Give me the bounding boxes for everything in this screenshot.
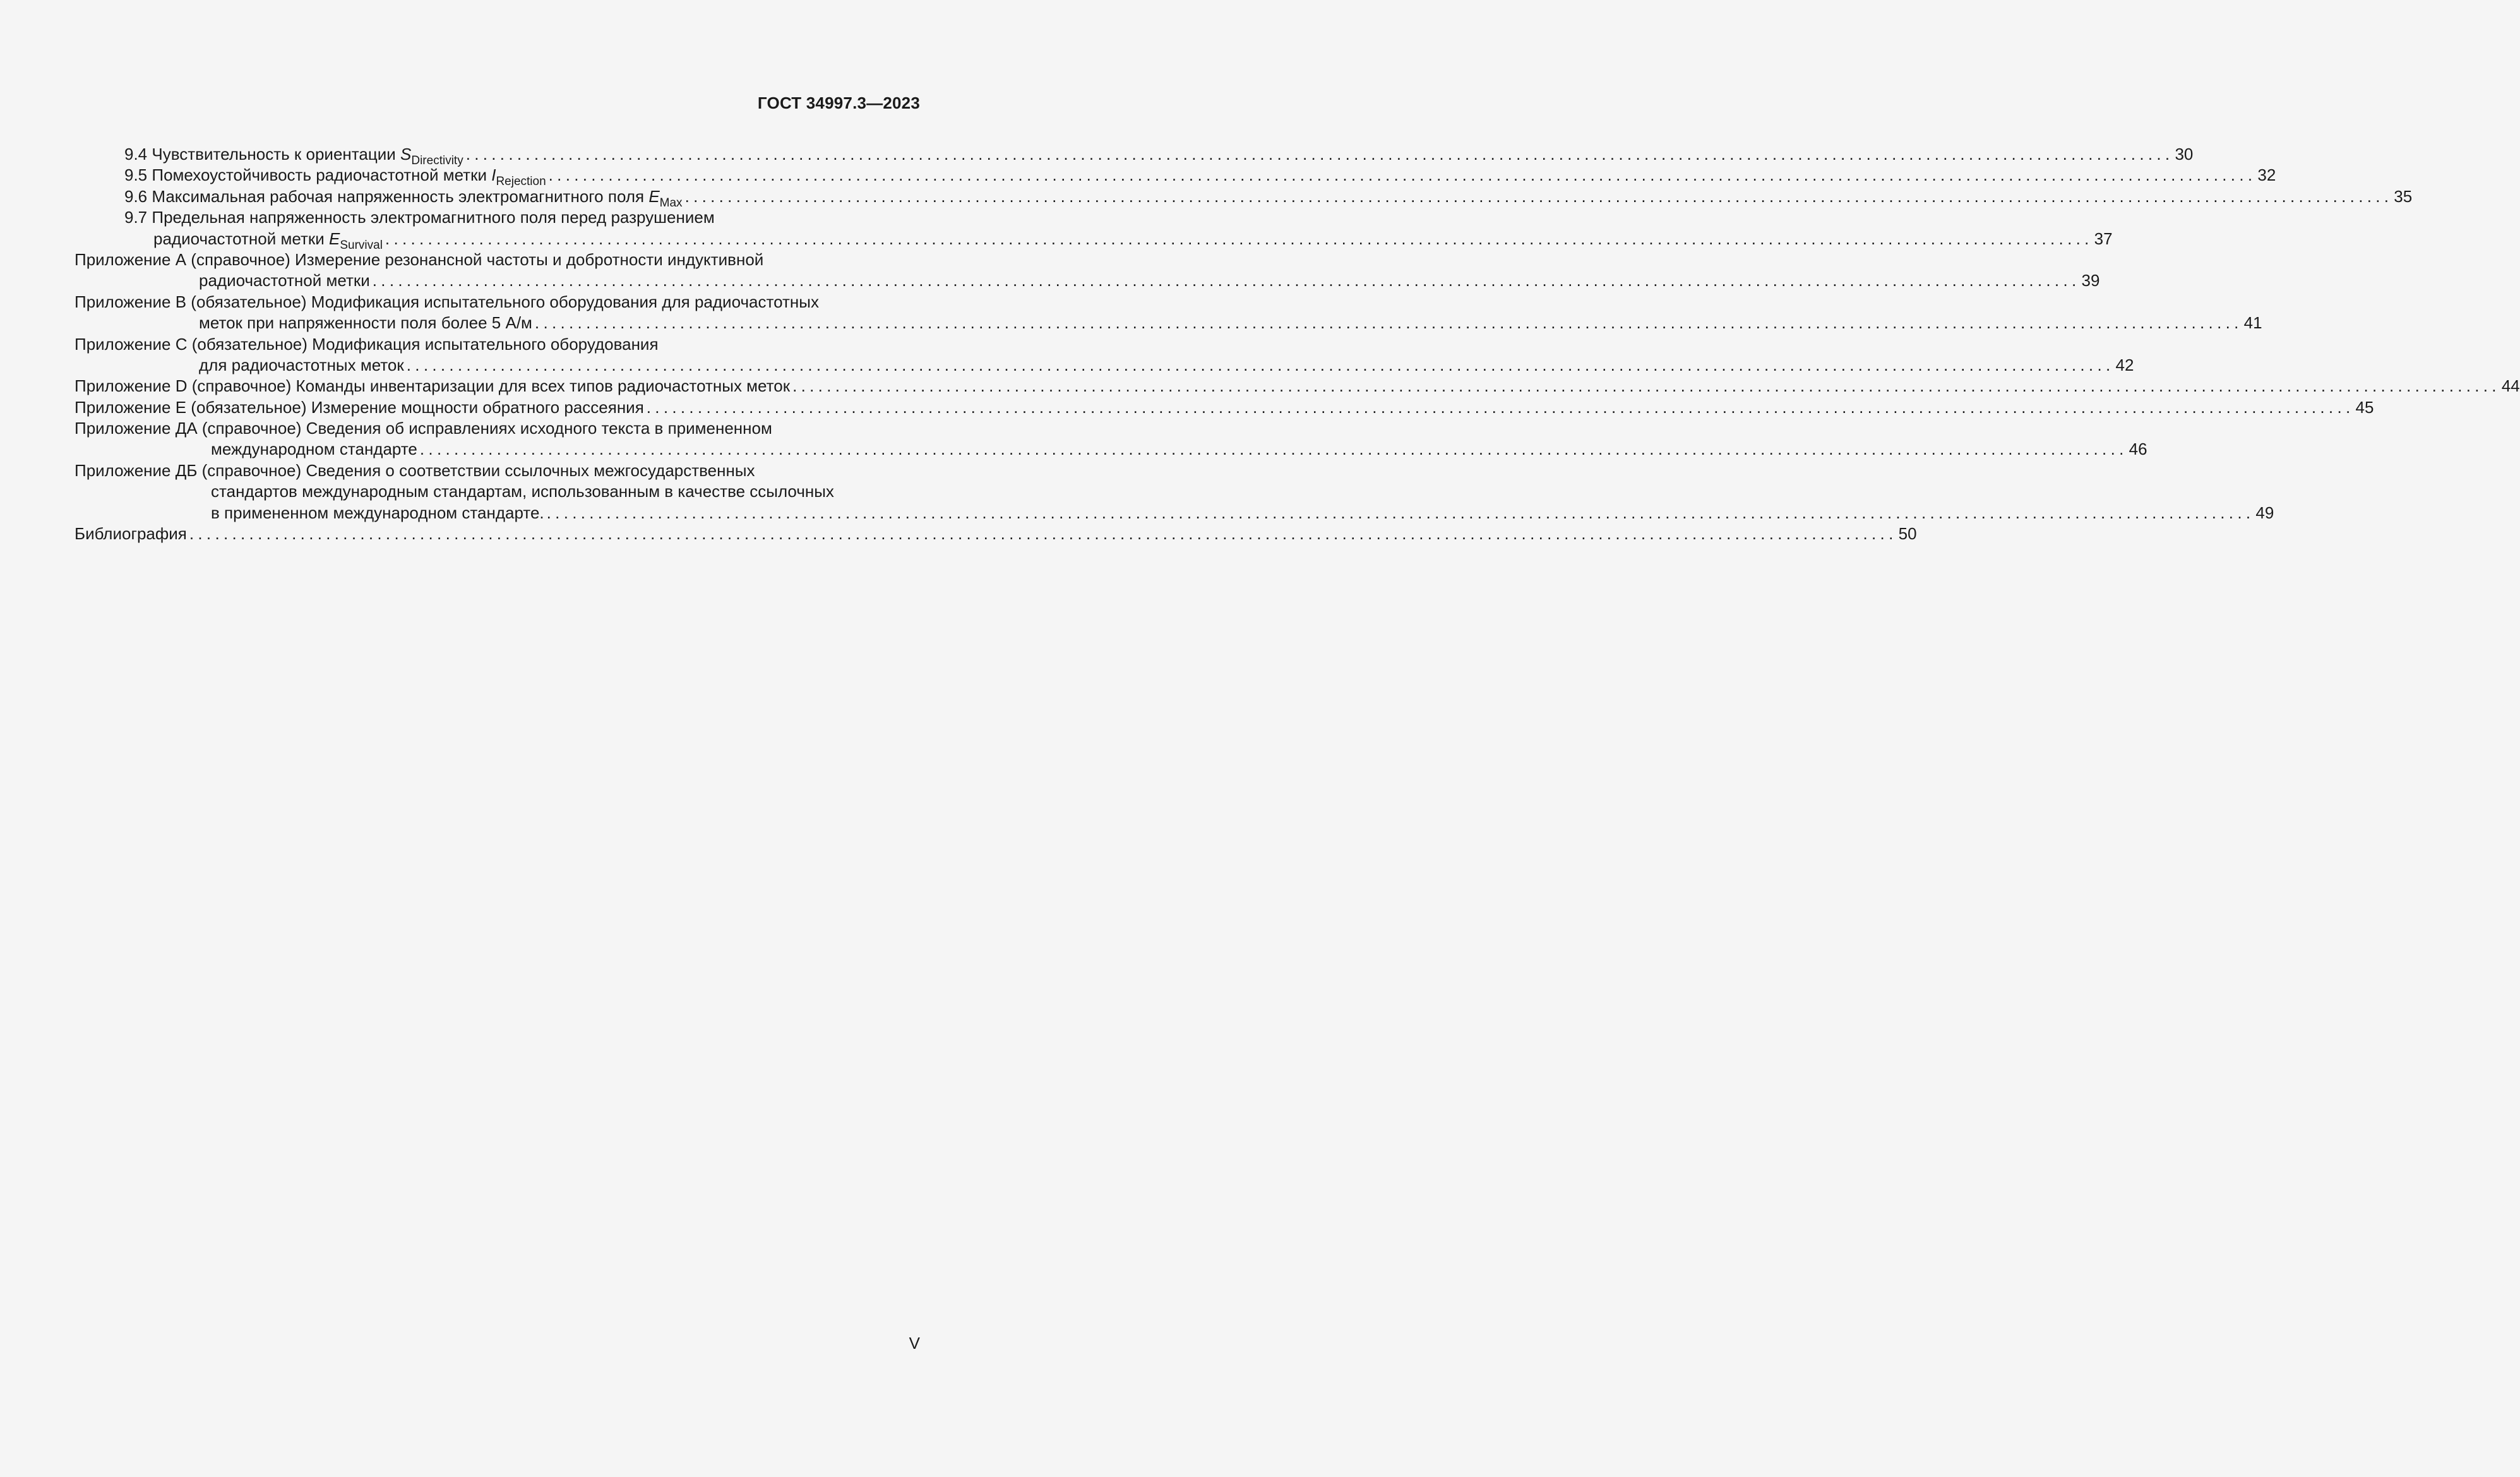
toc-page-number: 45	[2355, 397, 2374, 417]
toc-symbol-subscript: Survival	[340, 238, 383, 252]
toc-page-number: 44	[2501, 376, 2520, 396]
table-of-contents	[75, 144, 2520, 544]
leader-dots: ........................................................................................................................................................................................................	[372, 271, 2081, 290]
toc-appendix-da-line-1[interactable]	[75, 418, 919, 439]
toc-appendix-c-line-2[interactable]	[75, 355, 2134, 376]
toc-appendix-d[interactable]	[75, 376, 2520, 397]
toc-symbol: I	[491, 165, 496, 185]
toc-appendix-a-line-2[interactable]	[75, 270, 2100, 291]
toc-entry-9-6[interactable]	[75, 186, 2413, 210]
toc-appendix-db-line-2[interactable]	[75, 481, 919, 502]
toc-page-number: 50	[1898, 524, 1917, 544]
toc-entry-9-7-line-2[interactable]	[75, 229, 2113, 252]
toc-page-number: 49	[2255, 503, 2274, 522]
toc-entry-title: Предельная напряженность электромагнитного поля перед разрушением	[152, 208, 715, 227]
toc-page-number: 35	[2394, 186, 2413, 206]
toc-page-number: 30	[2175, 145, 2194, 164]
toc-entry-number: 9.6	[124, 186, 148, 206]
toc-entry-title: Приложение С (обязательное) Модификация испытательного оборудования	[75, 334, 659, 354]
toc-appendix-db-line-1[interactable]	[75, 460, 919, 481]
leader-dots: ........................................................................................................................................................................................................	[189, 524, 1897, 544]
toc-entry-title: Приложение В (обязательное) Модификация испытательного оборудования для радиочастотных	[75, 292, 819, 311]
leader-dots: ........................................................................................................................................................................................................	[646, 397, 2355, 417]
page-folio: V	[909, 1334, 920, 1353]
toc-appendix-e[interactable]	[75, 397, 2374, 418]
toc-entry-title: Приложение А (справочное) Измерение резонансной частоты и добротности индуктивной	[75, 249, 764, 269]
toc-symbol-subscript: Directivity	[411, 154, 463, 167]
toc-appendix-da-line-2[interactable]	[75, 439, 2147, 460]
toc-symbol: E	[329, 229, 340, 248]
leader-dots: ........................................................................................................................................................................................................	[419, 440, 2128, 459]
toc-entry-number: 9.5	[124, 165, 148, 185]
toc-page-number: 41	[2243, 313, 2262, 333]
toc-entry-9-4[interactable]	[75, 144, 2194, 167]
toc-symbol: E	[648, 186, 660, 206]
toc-symbol-subscript: Max	[659, 196, 683, 210]
toc-page-number: 39	[2081, 271, 2100, 290]
toc-entry-title-cont: международном стандарте	[211, 440, 417, 459]
toc-page-number: 42	[2115, 355, 2134, 374]
leader-dots: ........................................................................................................................................................................................................	[548, 165, 2257, 185]
toc-appendix-b-line-1[interactable]	[75, 292, 919, 313]
toc-entry-title: Приложение D (справочное) Команды инвентаризации для всех типов радиочастотных меток	[75, 376, 791, 396]
toc-entry-title-cont: стандартов международным стандартам, использованным в качестве ссылочных	[211, 482, 834, 501]
toc-entry-9-7-line-1[interactable]	[75, 207, 919, 228]
leader-dots: ........................................................................................................................................................................................................	[792, 376, 2500, 396]
toc-entry-title: Максимальная рабочая напряженность электромагнитного поля	[152, 186, 649, 206]
toc-entry-number: 9.7	[124, 208, 148, 227]
toc-entry-title: Приложение Е (обязательное) Измерение мощности обратного рассеяния	[75, 397, 644, 417]
toc-entry-title-cont: радиочастотной метки	[199, 271, 370, 290]
leader-dots: ........................................................................................................................................................................................................	[546, 503, 2255, 522]
toc-entry-9-5[interactable]	[75, 165, 2276, 189]
leader-dots: ........................................................................................................................................................................................................	[406, 355, 2115, 374]
leader-dots: ........................................................................................................................................................................................................	[534, 313, 2243, 333]
toc-entry-title-cont: в примененном международном стандарте.	[211, 503, 544, 522]
toc-appendix-a-line-1[interactable]	[75, 249, 919, 270]
toc-entry-number: 9.4	[124, 145, 148, 164]
toc-entry-title-cont: для радиочастотных меток	[199, 355, 404, 374]
toc-page-number: 37	[2094, 229, 2113, 248]
toc-appendix-b-line-2[interactable]	[75, 313, 2262, 333]
document-number-header: ГОСТ 34997.3—2023	[757, 93, 920, 112]
leader-dots: ........................................................................................................................................................................................................	[684, 186, 2393, 206]
leader-dots: ........................................................................................................................................................................................................	[465, 145, 2174, 164]
leader-dots: ........................................................................................................................................................................................................	[385, 229, 2093, 248]
toc-bibliography[interactable]	[75, 523, 1917, 544]
toc-entry-title: Чувствительность к ориентации	[152, 145, 401, 164]
toc-appendix-c-line-1[interactable]	[75, 334, 919, 355]
toc-entry-title: Помехоустойчивость радиочастотной метки	[152, 165, 492, 185]
toc-entry-title-cont: радиочастотной метки	[153, 229, 329, 248]
toc-entry-title: Библиография	[75, 524, 187, 544]
toc-entry-title: Приложение ДА (справочное) Сведения об исправлениях исходного текста в примененном	[75, 419, 772, 438]
toc-appendix-db-line-3[interactable]	[75, 503, 2274, 523]
toc-entry-title: Приложение ДБ (справочное) Сведения о соответствии ссылочных межгосударственных	[75, 460, 755, 480]
toc-symbol: S	[400, 145, 412, 164]
toc-symbol-subscript: Rejection	[496, 175, 546, 189]
toc-page-number: 46	[2129, 440, 2147, 459]
toc-entry-title-cont: меток при напряженности поля более 5 А/м	[199, 313, 532, 333]
toc-page-number: 32	[2257, 165, 2276, 185]
